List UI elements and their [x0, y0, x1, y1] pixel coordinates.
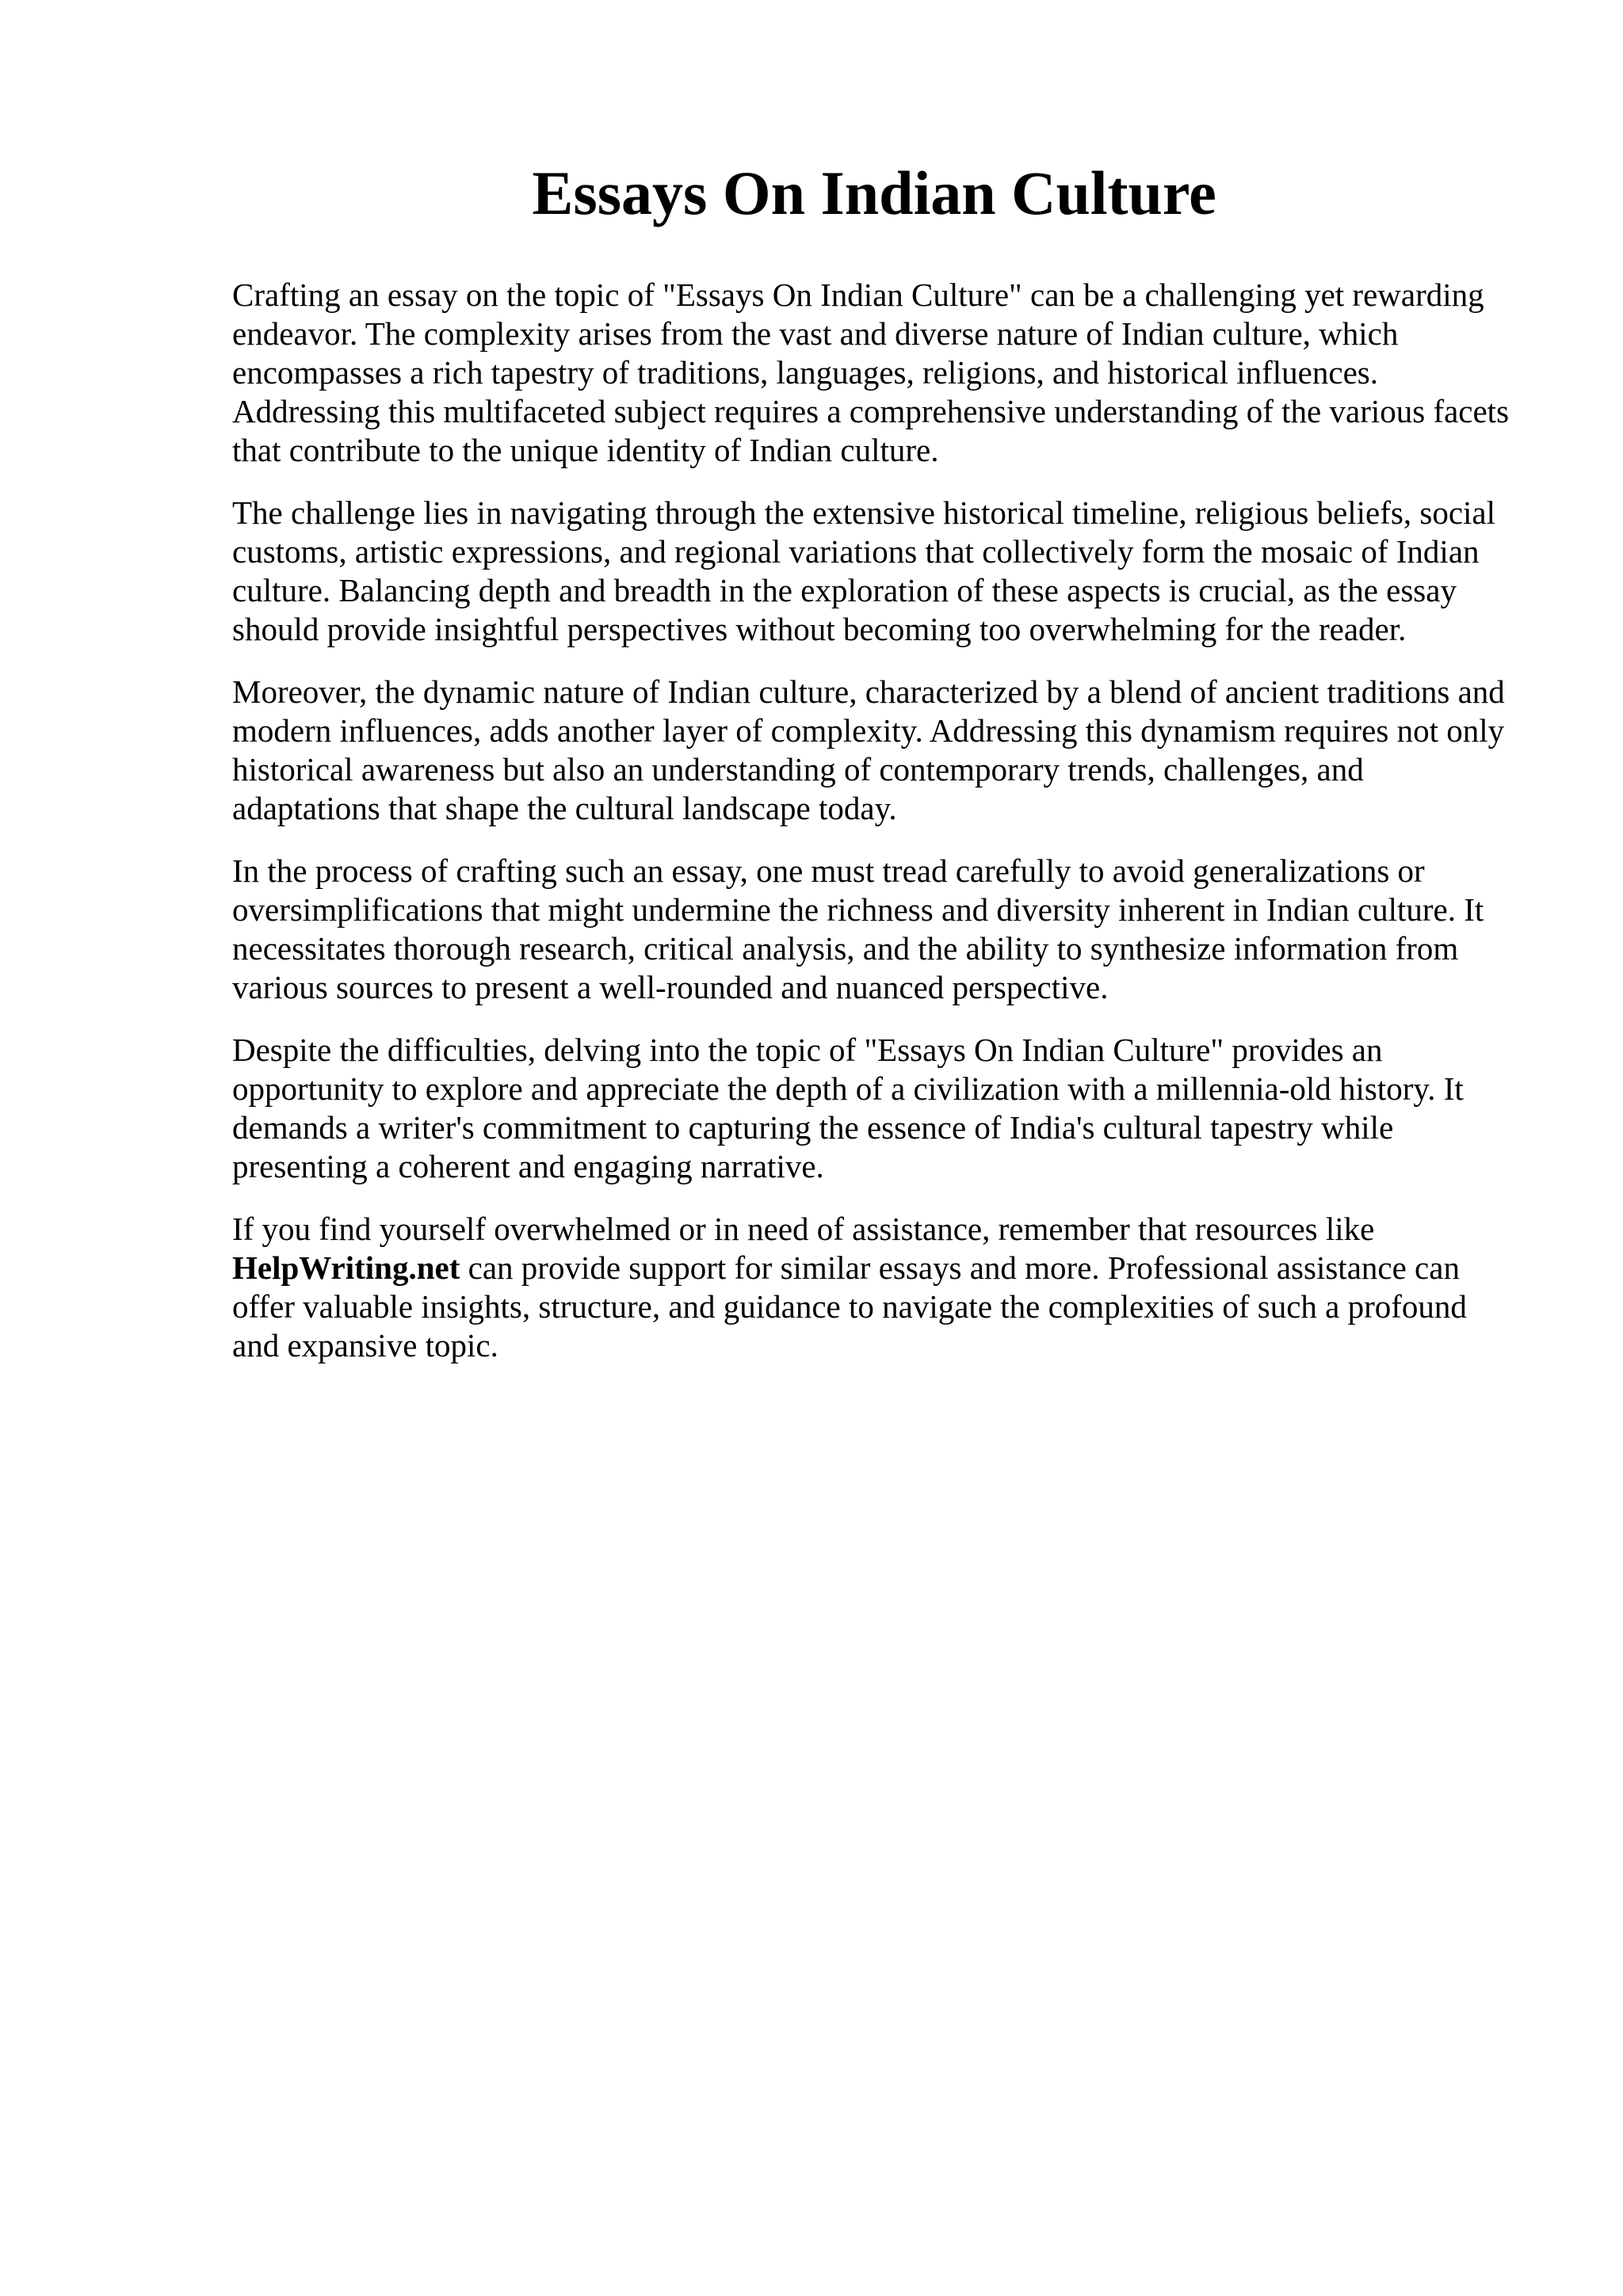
brand-name: HelpWriting.net — [232, 1249, 460, 1286]
closing-paragraph — [232, 1210, 1516, 1365]
paragraph-5: Despite the difficulties, delving into the topic of "Essays On Indian Culture" provides an opportunity to explore and appreciate the depth of a civilization with a millennia-old history. It demands a writer's commitment to capturing the essence of India's cultural tapestry while presenting a coherent and engaging narrative. — [232, 1032, 1464, 1184]
closing-text-after: can provide support for similar essays and more. Professional assistance can offer valuable insights, structure, and guidance to navigate the complexities of such a profound and expansive topic. — [232, 1249, 1467, 1363]
document-content — [232, 155, 1516, 1389]
paragraph-2: The challenge lies in navigating through the extensive historical timeline, religious beliefs, social customs, artistic expressions, and regional variations that collectively form the mosaic of Indian culture. Balancing depth and breadth in the exploration of these aspects is crucial, as the essay should provide insightful perspectives without becoming too overwhelming for the reader. — [232, 494, 1495, 647]
document-title: Essays On Indian Culture — [532, 158, 1216, 227]
paragraph-1: Crafting an essay on the topic of "Essays On Indian Culture" can be a challenging yet rewarding endeavor. The complexity arises from the vast and diverse nature of Indian culture, which encompasses a rich tapestry of traditions, languages, religions, and historical influences. Addressing this multifaceted subject requires a comprehensive understanding of the various facets that contribute to the unique identity of Indian culture. — [232, 277, 1510, 468]
paragraph-4: In the process of crafting such an essay, one must tread carefully to avoid generalizations or oversimplifications that might undermine the richness and diversity inherent in Indian culture. It necessitates thorough research, critical analysis, and the ability to synthesize information from various sources to present a well-rounded and nuanced perspective. — [232, 852, 1484, 1005]
closing-text-before: If you find yourself overwhelmed or in need of assistance, remember that resources like — [232, 1211, 1375, 1247]
paragraph-3: Moreover, the dynamic nature of Indian culture, characterized by a blend of ancient traditions and modern influences, adds another layer of complexity. Addressing this dynamism requires not only historical awareness but also an understanding of contemporary trends, challenges, and adaptations that shape the cultural landscape today. — [232, 673, 1505, 826]
